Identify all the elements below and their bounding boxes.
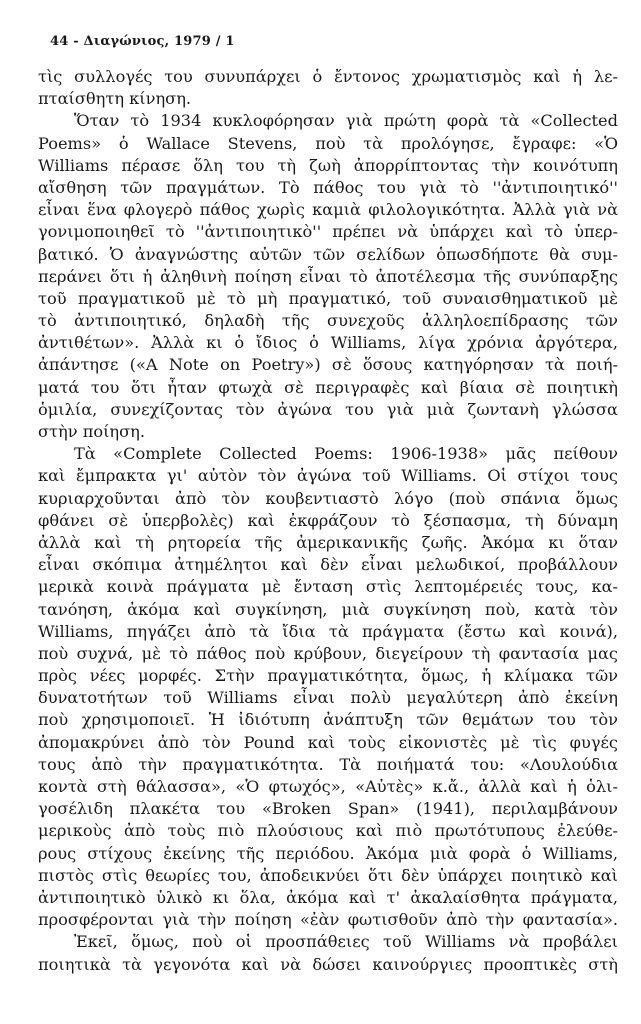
text-line: ἀντιποιητικὸ ὑλικὸ κι ὅλα, ἀκόμα καὶ τ' ἀκαλαίσθητα πράγματα, [38, 887, 618, 907]
text-line: καὶ ἔμπρακτα γι' αὐτὸν τὸν ἀγώνα τοῦ Williams. Οἱ στίχοι τους [38, 466, 618, 486]
running-head: 44 - Διαγώνιος, 1979 / 1 [50, 34, 235, 49]
text-line: ματά του ὅτι ἦταν φτωχὰ σὲ περιγραφὲς καὶ βίαια σὲ ποιητικὴ [38, 377, 618, 397]
text-line: πιστὸς στὶς θεωρίες του, ἀποδεικνύει ὅτι δὲν ὑπάρχει ποιητικὸ καὶ [38, 865, 618, 885]
text-line: ἀπάντησε («A Note on Poetry») σὲ ὅσους κατηγόρησαν τὰ ποιή- [38, 355, 618, 375]
text-line: Williams πέρασε ὅλη του τὴ ζωὴ ἀπορρίπτοντας τὴν κοινότυπη [38, 155, 618, 175]
text-line: ρους στίχους ἐκείνης τῆς περιόδου. Ἀκόμα μιὰ φορὰ ὁ Williams, [38, 843, 618, 863]
text-line: στὴν ποίηση. [38, 422, 146, 441]
text-line: κοντὰ στὴ θάλασσα», «Ὁ φτωχός», «Αὐτὲς» κ.ἄ., ἀλλὰ καὶ ἡ ὁλι- [38, 777, 618, 796]
text-line: Ἐκεῖ, ὅμως, ποὺ οἱ προσπάθειες τοῦ Williams νὰ προβάλει [74, 932, 618, 952]
text-line: τοῦ πραγματικοῦ μὲ τὸ μὴ πραγματικό, τοῦ συναισθηματικοῦ μὲ [38, 288, 618, 308]
text-line: Poems» ὁ Wallace Stevens, ποὺ τὰ προλόγησε, ἔγραφε: «Ὁ [38, 133, 618, 153]
text-line: αἴσθηση τῶν πραγμάτων. Τὸ πάθος του γιὰ τὸ ''ἀντιποιητικό'' [38, 177, 618, 197]
text-line: περάνει ὅτι ἡ ἀληθινὴ ποίηση εἶναι τὸ ἀποτέλεσμα τῆς συνύπαρξης [38, 266, 618, 286]
text-line: τὶς συλλογές του συνυπάρχει ὁ ἔντονος χρωματισμὸς καὶ ἡ λε- [38, 67, 618, 86]
text-line: δυνατοτήτων τοῦ Williams εἶναι πολὺ μεγαλύτερη ἀπὸ ἐκείνη [38, 688, 618, 708]
body-text [38, 66, 618, 976]
text-line: ὁμιλία, συνεχίζοντας τὸν ἀγώνα του γιὰ μιὰ ζωντανὴ γλώσσα [38, 399, 618, 419]
text-line: ἀλλὰ καὶ τὴ ρητορεία τῆς ἀμερικανικῆς ζωῆς. Ἀκόμα κι ὅταν [38, 532, 618, 552]
text-line: εἶναι σκόπιμα ἀτημέλητοι καὶ δὲν εἶναι μελωδικοί, προβάλλουν [38, 555, 618, 575]
text-line: πταίσθητη κίνηση. [38, 89, 192, 109]
text-line: γοσέλιδη πλακέτα του «Broken Span» (1941), περιλαμβάνουν [38, 799, 618, 819]
text-line: πρὸς νέες μορφές. Στὴν πραγματικότητα, ὅμως, ἡ κλίμακα τῶν [38, 666, 618, 686]
book-page [38, 0, 618, 1024]
text-line: μερικοὺς ἀπὸ τοὺς πιὸ πλούσιους καὶ πιὸ πρωτότυπους ἐλεύθε- [38, 821, 618, 841]
text-line: ἀπομακρύνει ἀπὸ τὸν Pound καὶ τοὺς εἰκονιστὲς μὲ τὶς φυγές [38, 732, 618, 752]
text-line: Ὅταν τὸ 1934 κυκλοφόρησαν γιὰ πρώτη φορὰ τὰ «Collected [74, 111, 618, 131]
text-line: τανόηση, ἀκόμα καὶ συγκίνηση, μιὰ συγκίνηση ποὺ, κατὰ τὸν [38, 599, 618, 619]
text-line: τους ἀπὸ τὴν πραγματικότητα. Τὰ ποιήματά του: «Λουλούδια [38, 754, 618, 774]
text-line: Williams, πηγάζει ἀπὸ τὰ ἴδια τὰ πράγματα (ἔστω καὶ κοινά), [38, 621, 618, 641]
text-line: βατικό. Ὁ ἀναγνώστης αὐτῶν τῶν σελίδων ὁπωσδήποτε θὰ συμ- [38, 244, 618, 264]
text-line: φθάνει σὲ ὑπερβολὲς) καὶ ἐκφράζουν τὸ ξέσπασμα, τὴ δύναμη [38, 510, 618, 530]
text-line: ἀντιθέτων». Ἀλλὰ κι ὁ ἴδιος ὁ Williams, λίγα χρόνια ἀργότερα, [38, 333, 618, 353]
text-line: γονιμοποιηθεῖ τὸ ''ἀντιποιητικὸ'' πρέπει νὰ ὑπάρχει καὶ τὸ ὑπερ- [38, 222, 618, 242]
text-line: ποὺ χρησιμοποιεῖ. Ἡ ἰδιότυπη ἀνάπτυξη τῶν θεμάτων του τὸν [38, 710, 618, 730]
text-line: κυριαρχοῦνται ἀπὸ τὸν κουβεντιαστὸ λόγο (ποὺ σπάνια ὅμως [38, 488, 618, 508]
text-line: προσφέρονται γιὰ τὴν ποίηση «ἐὰν φωτισθοῦν ἀπὸ τὴν φαντασία». [38, 910, 618, 930]
text-line: μερικὰ κοινὰ πράγματα μὲ ἔνταση στὶς λεπτομέρειές τους, κα- [38, 577, 618, 597]
text-line: ποὺ συχνά, μὲ τὸ πάθος ποὺ κρύβουν, διεγείρουν τὴ φαντασία μας [38, 643, 618, 663]
text-line: Τὰ «Complete Collected Poems: 1906-1938» μᾶς πείθουν [74, 444, 618, 464]
text-line: τὸ ἀντιποιητικό, δηλαδὴ τῆς συνεχοῦς ἀλληλοεπίδρασης τῶν [38, 311, 618, 331]
text-line: εἶναι ἕνα φλογερὸ πάθος χωρὶς καμιὰ φιλολογικότητα. Ἀλλὰ γιὰ νὰ [38, 200, 618, 220]
text-line: ποιητικὰ τὰ γεγονότα καὶ νὰ δώσει καινούργιες προοπτικὲς στὴ [38, 954, 618, 974]
